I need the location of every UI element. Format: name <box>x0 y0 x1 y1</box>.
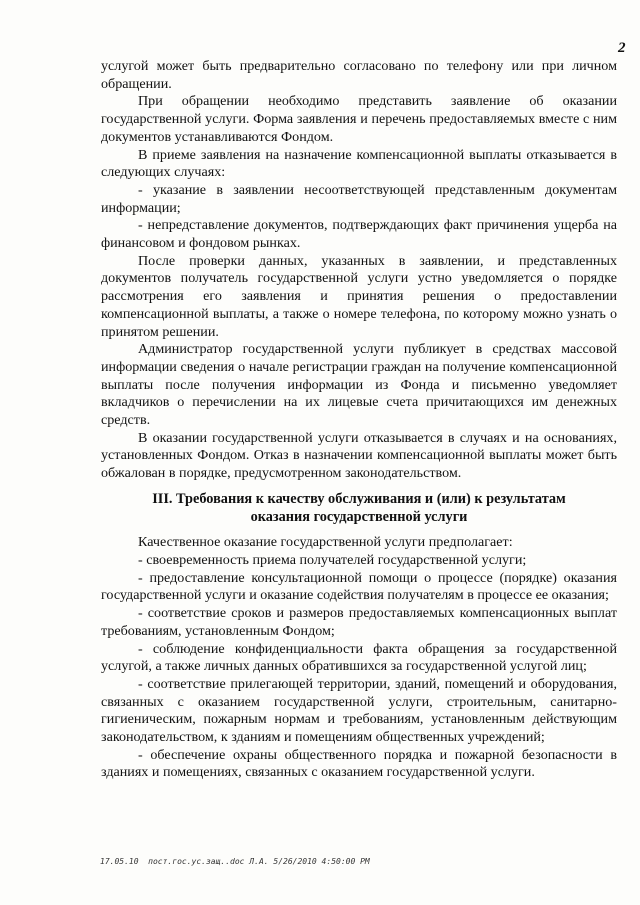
list-item: - соответствие прилегающей территории, зданий, помещений и оборудования, связанных с оказанием государственной услуги, строительным, санитарно-гигиеническим, пожарным нормам и требованиям, установленным действующим законодательством, к зданиям и помещениям общественных учреждений; <box>101 675 617 746</box>
list-item: - соблюдение конфиденциальности факта обращения за государственной услугой, а также личных данных обратившихся за государственной услугой лиц; <box>101 640 617 675</box>
paragraph: При обращении необходимо представить заявление об оказании государственной услуги. Форма заявления и перечень предоставляемых вместе с ним документов устанавливаются Фондом. <box>101 93 617 145</box>
document-footer: 17.05.10 пост.гос.ус.защ..doc Л.А. 5/26/2010 4:50:00 PM <box>100 857 370 866</box>
list-item: - непредставление документов, подтверждающих факт причинения ущерба на финансовом и фондовом рынках. <box>101 217 617 252</box>
paragraph: После проверки данных, указанных в заявлении, и представленных документов получатель государственной услуги устно уведомляется о порядке рассмотрения его заявления и принятия решения о предоставлении компенсационной выплаты, а также о номере телефона, по которому можно узнать о принятом решении. <box>101 252 617 340</box>
section-heading-line-2: оказания государственной услуги <box>250 508 468 525</box>
list-item: - соответствие сроков и размеров предоставляемых компенсационных выплат требованиям, установленным Фондом; <box>101 605 617 639</box>
document-body <box>101 58 617 782</box>
list-item: - предоставление консультационной помощи о процессе (порядке) оказания государственной услуги и оказание содействия получателям в процессе ее оказания; <box>101 569 617 604</box>
paragraph: В приеме заявления на назначение компенсационной выплаты отказывается в следующих случаях: <box>101 146 617 181</box>
section-heading-line-1: III. Требования к качеству обслуживания и (или) к результатам <box>152 490 566 507</box>
list-item: - обеспечение охраны общественного порядка и пожарной безопасности в зданиях и помещениях, связанных с оказанием государственной услуги. <box>101 746 617 781</box>
section-heading <box>101 491 617 526</box>
page-number: 2 <box>618 40 626 56</box>
paragraph: Качественное оказание государственной услуги предполагает: <box>138 534 513 551</box>
paragraph: Администратор государственной услуги публикует в средствах массовой информации сведения о начале регистрации граждан на получение компенсационной выплаты после получения информации из Фонда и письменно уведомляет вкладчиков о перечислении на их лицевые счета причитающихся им денежных средств. <box>101 341 617 429</box>
list-item: - указание в заявлении несоответствующей представленным документам информации; <box>101 181 617 216</box>
list-item: - своевременность приема получателей государственной услуги; <box>138 551 527 568</box>
paragraph: услугой может быть предварительно согласовано по телефону или при личном обращении. <box>101 58 617 92</box>
paragraph: В оказании государственной услуги отказывается в случаях и на основаниях, установленных Фондом. Отказ в назначении компенсационной выплаты может быть обжалован в порядке, предусмотренном законодательством. <box>101 429 617 482</box>
